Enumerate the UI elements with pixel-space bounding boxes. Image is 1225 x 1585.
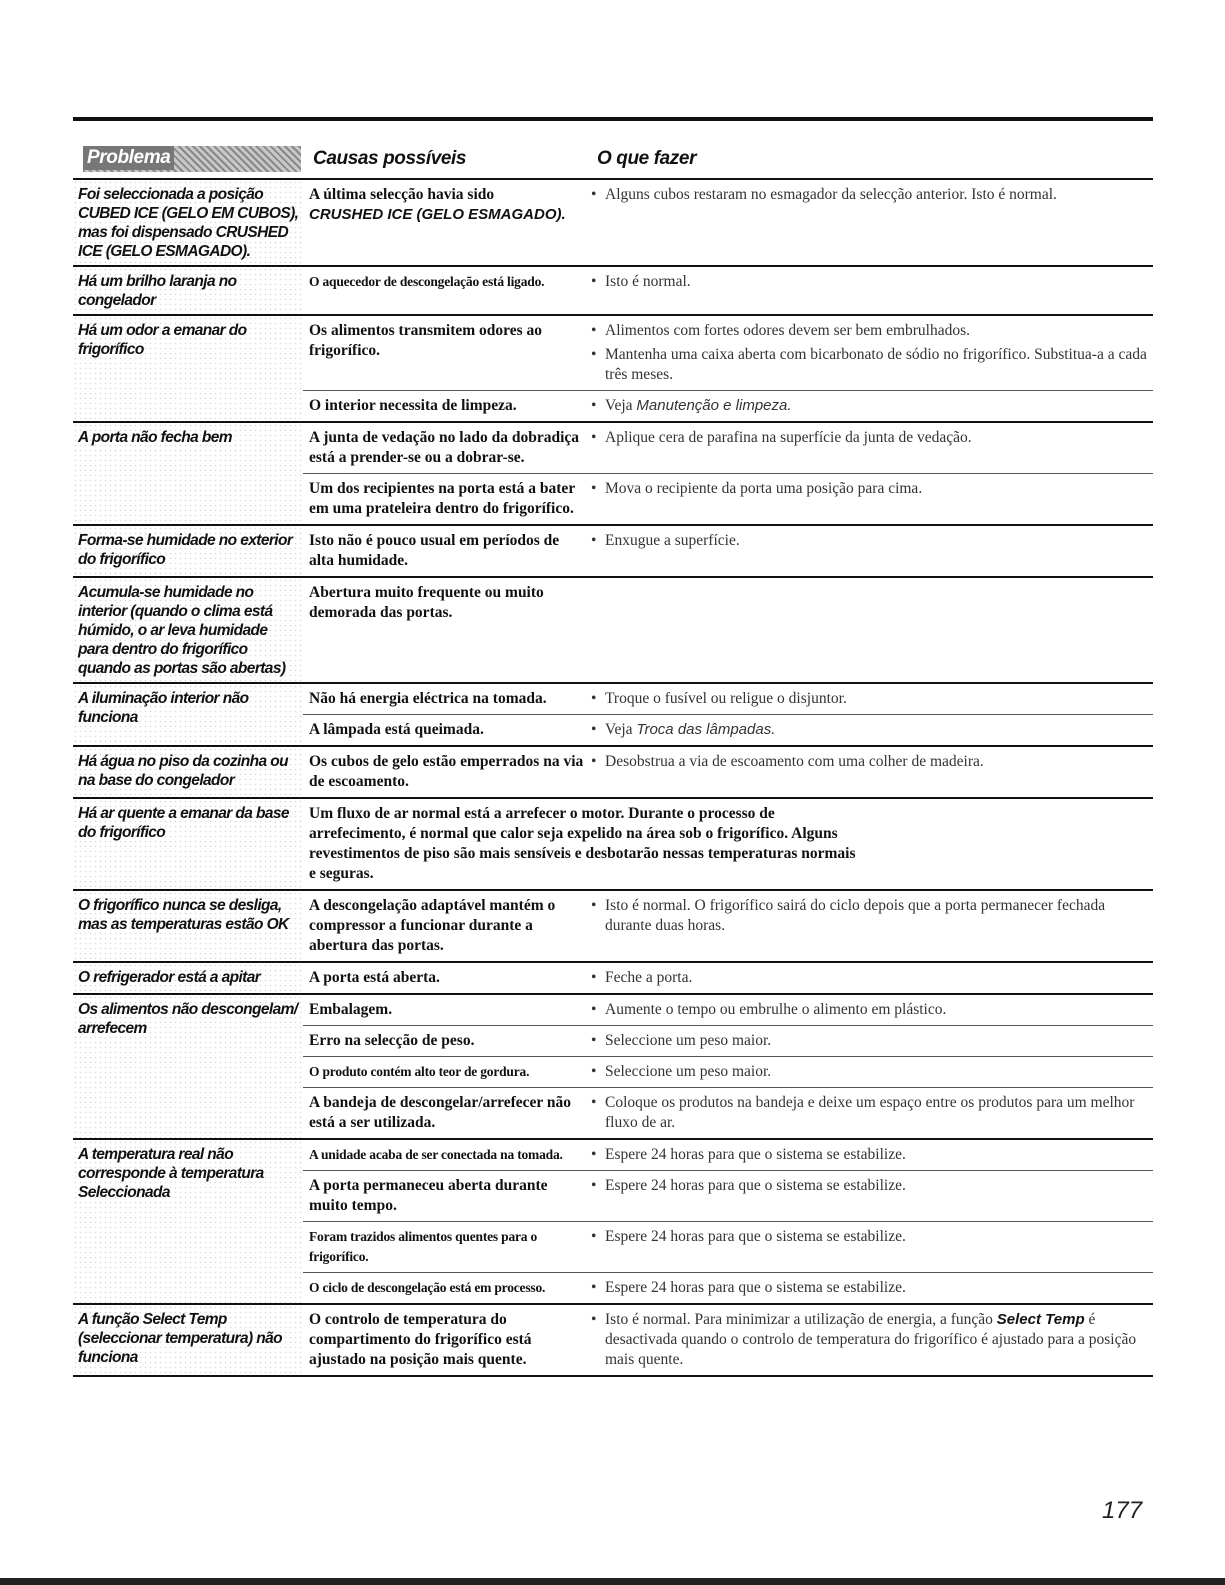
cause-row [303, 995, 1153, 1026]
solution-cell [591, 963, 1153, 993]
feature-name: Select Temp [996, 1311, 1085, 1328]
cause-row [303, 267, 1153, 297]
solution-cell [591, 1088, 1153, 1138]
causes-header: Causas possíveis [313, 148, 467, 169]
solution-cell [863, 799, 867, 889]
table-row [73, 799, 1153, 891]
problem-cell: Forma-se humidade no exterior do frigorífico [73, 526, 303, 576]
problem-cell: A porta não fecha bem [73, 423, 303, 524]
table-row [73, 1305, 1153, 1377]
solution-cell [591, 715, 1153, 745]
table-row [73, 747, 1153, 799]
solution-item: • Mova o recipiente da porta uma posição para cima. [591, 479, 1149, 499]
cause-row [303, 316, 1153, 391]
problem-cell: A função Select Temp (seleccionar temperatura) não funciona [73, 1305, 303, 1375]
cause-cell: Um dos recipientes na porta está a bater em uma prateleira dentro do frigorífico. [309, 480, 575, 517]
solution-cell [591, 1171, 1153, 1221]
solution-cell [591, 526, 1153, 576]
solution-item [591, 396, 1149, 416]
cause-cell: O interior necessita de limpeza. [309, 397, 517, 414]
cause-cell: Isto não é pouco usual em períodos de alta humidade. [309, 532, 560, 569]
table-body [73, 180, 1153, 1377]
problem-cell: O frigorífico nunca se desliga, mas as temperaturas estão OK [73, 891, 303, 961]
solution-item: • Isto é normal. O frigorífico sairá do ciclo depois que a porta permanecer fechada durante duas horas. [591, 896, 1149, 936]
solution-item: • Espere 24 horas para que o sistema se estabilize. [591, 1227, 1149, 1247]
cause-cell: A descongelação adaptável mantém o compressor a funcionar durante a abertura das portas. [309, 897, 556, 954]
problem-cell: Há ar quente a emanar da base do frigorífico [73, 799, 303, 889]
cause-row [303, 180, 1153, 230]
solution-item: • Alimentos com fortes odores devem ser bem embrulhados. [591, 321, 1149, 341]
cause-list [303, 684, 1153, 745]
solution-item: • Feche a porta. [591, 968, 1149, 988]
solution-item: • Desobstrua a via de escoamento com uma colher de madeira. [591, 752, 1149, 772]
solution-cell [591, 316, 1153, 390]
cause-list [303, 1140, 1153, 1303]
cause-row [303, 715, 1153, 745]
cause-row [303, 891, 1153, 961]
cause-row [303, 1171, 1153, 1222]
cause-cell [303, 180, 591, 230]
problem-cell: A temperatura real não corresponde à temperatura Seleccionada [73, 1140, 303, 1303]
solution-item [591, 1310, 1149, 1370]
solution-cell [591, 267, 1153, 297]
solution-text: Veja [605, 397, 633, 414]
cause-row [303, 1305, 1153, 1375]
cause-row [303, 747, 1153, 797]
cause-row [303, 474, 1153, 524]
solution-cell [591, 995, 1153, 1025]
cause-cell: O aquecedor de descongelação está ligado. [309, 274, 545, 289]
cause-row [303, 391, 1153, 421]
cause-row [303, 1088, 1153, 1138]
solution-item: • Aumente o tempo ou embrulhe o alimento em plástico. [591, 1000, 1149, 1020]
cause-list [303, 578, 1153, 682]
solution-cell [591, 578, 1153, 628]
cause-list [303, 316, 1153, 421]
bottom-edge [0, 1578, 1225, 1585]
problem-header-cell [83, 146, 301, 172]
cause-row [303, 1140, 1153, 1171]
cause-cell: A porta está aberta. [309, 969, 440, 986]
cause-row [303, 526, 1153, 576]
cause-cell: Embalagem. [309, 1001, 393, 1018]
solution-cell [591, 891, 1153, 961]
solution-cell [591, 1140, 1153, 1170]
cause-emphasis: CRUSHED ICE (GELO ESMAGADO). [309, 206, 566, 223]
solution-cell [591, 1057, 1153, 1087]
solution-reference: Troca das lâmpadas. [636, 721, 776, 738]
cause-row [303, 684, 1153, 715]
solution-item: • Seleccione um peso maior. [591, 1062, 1149, 1082]
solution-cell [591, 391, 1153, 421]
solution-cell [591, 1305, 1153, 1375]
cause-cell: A junta de vedação no lado da dobradiça está a prender-se ou a dobrar-se. [309, 429, 580, 466]
solution-cell [591, 180, 1153, 230]
table-row [73, 526, 1153, 578]
solution-text: é desactivada quando o controlo de temperatura do frigorífico é ajustado para a posição mais quente. [605, 1311, 1137, 1368]
page-number: 177 [1102, 1497, 1143, 1524]
solution-cell [591, 423, 1153, 473]
cause-row [303, 799, 1153, 889]
solution-item: • Espere 24 horas para que o sistema se estabilize. [591, 1145, 1149, 1165]
solution-reference: Manutenção e limpeza. [636, 397, 792, 414]
cause-cell: Um fluxo de ar normal está a arrefecer o motor. Durante o processo de arrefecimento, é normal que calor seja expelido na área sob o frigorífico. Alguns revestimentos de piso são mais sensíveis e desbotarão nessas temperaturas normais e seguras. [309, 805, 856, 882]
cause-cell: A bandeja de descongelar/arrefecer não está a ser utilizada. [309, 1094, 572, 1131]
table-row [73, 316, 1153, 423]
problem-cell: Os alimentos não descongelam/ arrefecem [73, 995, 303, 1138]
solution-item: • Isto é normal. [591, 272, 1149, 292]
solution-text: Isto é normal. Para minimizar a utilização de energia, a função [605, 1311, 993, 1328]
cause-row [303, 1026, 1153, 1057]
top-rule [73, 117, 1153, 121]
todo-header: O que fazer [597, 148, 697, 169]
cause-cell: O ciclo de descongelação está em processo. [309, 1280, 546, 1295]
cause-list [303, 963, 1153, 993]
problem-cell: Há um brilho laranja no congelador [73, 267, 303, 314]
solution-item: • Seleccione um peso maior. [591, 1031, 1149, 1051]
cause-cell: Foram trazidos alimentos quentes para o frigorífico. [309, 1229, 538, 1264]
cause-cell: Erro na selecção de peso. [309, 1032, 475, 1049]
cause-cell: O produto contém alto teor de gordura. [309, 1064, 530, 1079]
cause-row [303, 578, 1153, 628]
problem-header: Problema [83, 146, 174, 170]
solution-item [591, 720, 1149, 740]
table-row [73, 684, 1153, 747]
solution-cell [591, 1222, 1153, 1272]
solution-item: • Troque o fusível ou religue o disjuntor. [591, 689, 1149, 709]
table-row [73, 1140, 1153, 1305]
cause-cell: O controlo de temperatura do compartimento do frigorífico está ajustado na posição mais quente. [309, 1311, 532, 1368]
cause-cell: Os alimentos transmitem odores ao frigorífico. [309, 322, 543, 359]
cause-list [303, 747, 1153, 797]
cause-cell: Os cubos de gelo estão emperrados na via de escoamento. [309, 753, 584, 790]
solution-item: • Espere 24 horas para que o sistema se estabilize. [591, 1176, 1149, 1196]
problem-cell: Acumula-se humidade no interior (quando o clima está húmido, o ar leva humidade para dentro do frigorífico quando as portas são abertas) [73, 578, 303, 682]
cause-row [303, 1222, 1153, 1273]
cause-cell: Abertura muito frequente ou muito demorada das portas. [309, 584, 544, 621]
solution-cell [591, 747, 1153, 797]
solution-cell [591, 684, 1153, 714]
cause-cell: A porta permaneceu aberta durante muito tempo. [309, 1177, 548, 1214]
cause-list [303, 1305, 1153, 1375]
cause-list [303, 891, 1153, 961]
problem-cell: A iluminação interior não funciona [73, 684, 303, 745]
cause-row [303, 423, 1153, 474]
solution-item: • Aplique cera de parafina na superfície da junta de vedação. [591, 428, 1149, 448]
table-header [73, 142, 1153, 180]
solution-item: • Mantenha uma caixa aberta com bicarbonato de sódio no frigorífico. Substitua-a a cada três meses. [591, 345, 1149, 385]
table-row [73, 578, 1153, 684]
cause-cell: A unidade acaba de ser conectada na tomada. [309, 1147, 563, 1162]
solution-cell [591, 1026, 1153, 1056]
cause-list [303, 526, 1153, 576]
problem-cell: O refrigerador está a apitar [73, 963, 303, 993]
table-row [73, 995, 1153, 1140]
problem-cell: Foi seleccionada a posição CUBED ICE (GELO EM CUBOS), mas foi dispensado CRUSHED ICE (GELO ESMAGADO). [73, 180, 303, 265]
problem-cell: Há água no piso da cozinha ou na base do congelador [73, 747, 303, 797]
cause-list [303, 799, 1153, 889]
table-row [73, 180, 1153, 267]
cause-list [303, 995, 1153, 1138]
cause-row [303, 963, 1153, 993]
table-row [73, 963, 1153, 995]
solution-item: • Alguns cubos restaram no esmagador da selecção anterior. Isto é normal. [591, 185, 1149, 205]
solution-cell [591, 474, 1153, 524]
cause-row [303, 1057, 1153, 1088]
cause-list [303, 267, 1153, 314]
troubleshooting-table [73, 142, 1153, 1377]
cause-row [303, 1273, 1153, 1303]
cause-list [303, 423, 1153, 524]
solution-cell [591, 1273, 1153, 1303]
solution-item: • Coloque os produtos na bandeja e deixe um espaço entre os produtos para um melhor fluxo de ar. [591, 1093, 1149, 1133]
cause-text: A última selecção havia sido [309, 186, 495, 203]
table-row [73, 891, 1153, 963]
cause-cell: Não há energia eléctrica na tomada. [309, 690, 547, 707]
table-row [73, 267, 1153, 316]
solution-item: • Espere 24 horas para que o sistema se estabilize. [591, 1278, 1149, 1298]
problem-cell: Há um odor a emanar do frigorífico [73, 316, 303, 421]
cause-list [303, 180, 1153, 265]
cause-cell: A lâmpada está queimada. [309, 721, 484, 738]
table-row [73, 423, 1153, 526]
solution-item: • Enxugue a superfície. [591, 531, 1149, 551]
solution-text: Veja [605, 721, 633, 738]
